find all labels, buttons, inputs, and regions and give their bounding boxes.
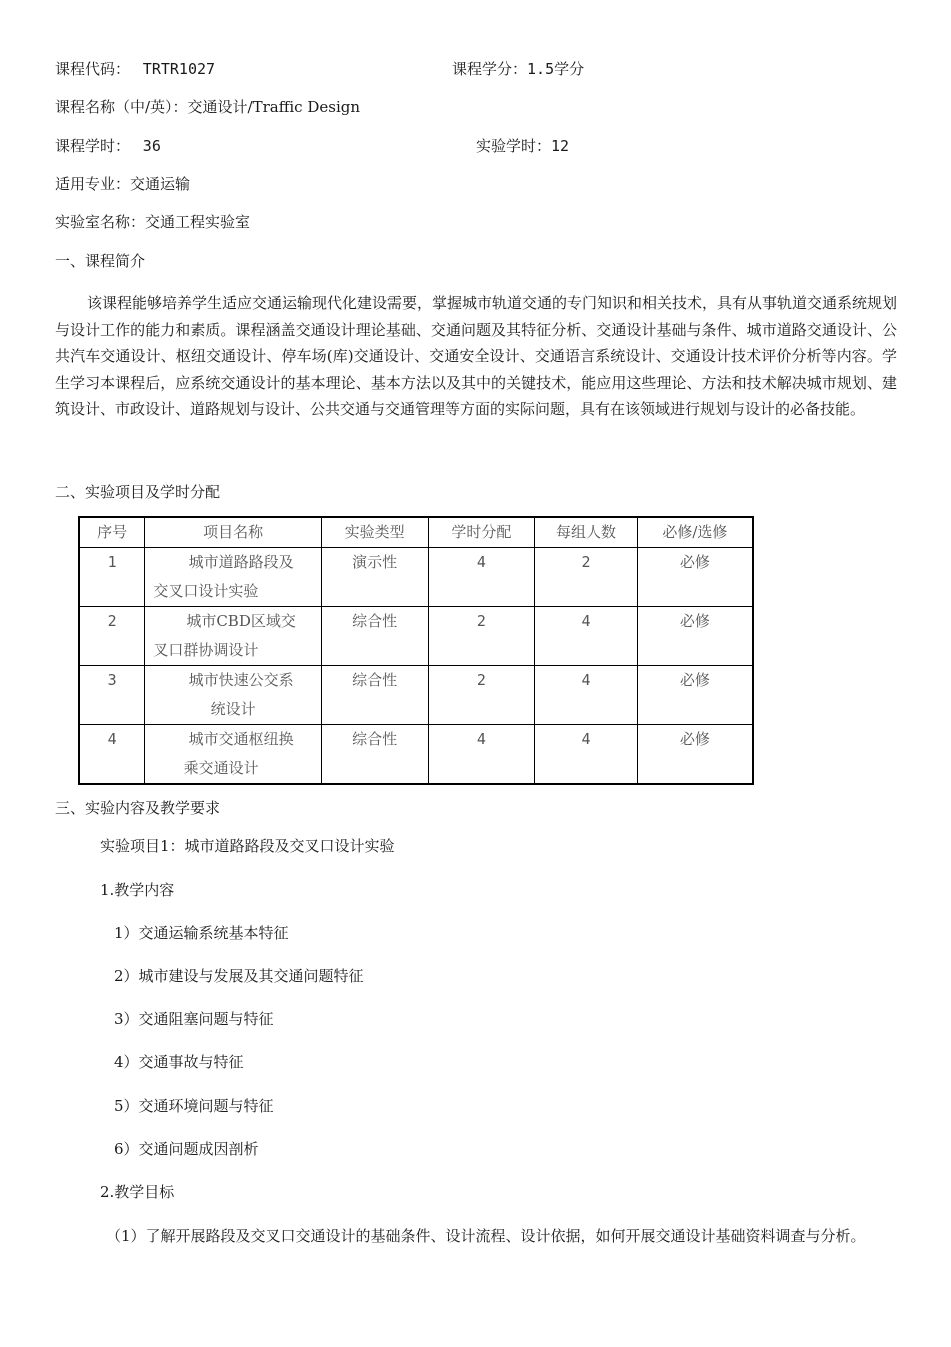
row-group-size: 4: [535, 725, 638, 785]
row-type: 综合性: [321, 725, 428, 785]
row-hours: 4: [428, 548, 535, 607]
teaching-goal-title: 2.教学目标: [100, 1183, 175, 1201]
row-hours: 2: [428, 666, 535, 725]
course-hours-value: 36: [142, 137, 161, 155]
lab-hours-value: 12: [551, 137, 570, 155]
row-hours: 2: [428, 607, 535, 666]
section-2-title: 二、实验项目及学时分配: [55, 483, 221, 501]
col-header-hours: 学时分配: [428, 517, 535, 548]
lab-hours-label: 实验学时：: [476, 137, 552, 155]
row-required: 必修: [637, 725, 753, 785]
row-type: 演示性: [321, 548, 428, 607]
content-item: 1）交通运输系统基本特征: [114, 924, 289, 942]
course-credit-line: [452, 59, 584, 79]
row-no: 1: [79, 548, 145, 607]
section-1-title: 一、课程简介: [55, 252, 146, 270]
row-project-name: 城市交通枢纽换 乘交通设计: [145, 725, 322, 785]
experiment-table: [78, 516, 754, 785]
row-type: 综合性: [321, 666, 428, 725]
row-group-size: 4: [535, 666, 638, 725]
row-project-name: 城市CBD区域交 叉口群协调设计: [145, 607, 322, 666]
teaching-goal-item: （1）了解开展路段及交叉口交通设计的基础条件、设计流程、设计依据，如何开展交通设计基础资料调查与分析。: [106, 1227, 866, 1245]
row-required: 必修: [637, 607, 753, 666]
lab-room-line: 实验室名称：交通工程实验室: [55, 213, 251, 231]
col-header-name: 项目名称: [145, 517, 322, 548]
row-no: 4: [79, 725, 145, 785]
major-line: 适用专业：交通运输: [55, 175, 191, 193]
col-header-group: 每组人数: [535, 517, 638, 548]
teaching-content-title: 1.教学内容: [100, 881, 175, 899]
course-name-line: 课程名称（中/英）：交通设计/Traffic Design: [55, 98, 361, 116]
content-item: 6）交通问题成因剖析: [114, 1140, 259, 1158]
course-code-line: [55, 59, 215, 79]
table-row: [79, 548, 753, 607]
lab-hours-line: [476, 136, 569, 156]
col-header-no: 序号: [79, 517, 145, 548]
row-required: 必修: [637, 666, 753, 725]
content-item: 5）交通环境问题与特征: [114, 1097, 274, 1115]
course-code-value: TRTR1027: [142, 60, 216, 78]
row-group-size: 2: [535, 548, 638, 607]
row-project-name: 城市道路路段及 交叉口设计实验: [145, 548, 322, 607]
table-row: [79, 607, 753, 666]
row-group-size: 4: [535, 607, 638, 666]
row-type: 综合性: [321, 607, 428, 666]
course-code-label: 课程代码：: [55, 60, 131, 78]
course-hours-label: 课程学时：: [55, 137, 131, 155]
table-header-row: [79, 517, 753, 548]
course-intro-paragraph: 该课程能够培养学生适应交通运输现代化建设需要，掌握城市轨道交通的专门知识和相关技术，具有从事轨道交通系统规划与设计工作的能力和素质。课程涵盖交通设计理论基础、交通问题及其特征分析、交通设计基础与条件、城市道路交通设计、公共汽车交通设计、枢纽交通设计、停车场(库)交通设计、交通安全设计、交通语言系统设计、交通设计技术评价分析等内容。学生学习本课程后，应系统交通设计的基本理论、基本方法以及其中的关键技术，能应用这些理论、方法和技术解决城市规划、建筑设计、市政设计、道路规划与设计、公共交通与交通管理等方面的实际问题，具有在该领域进行规划与设计的必备技能。: [55, 294, 898, 418]
row-hours: 4: [428, 725, 535, 785]
table-row: [79, 666, 753, 725]
col-header-required: 必修/选修: [637, 517, 753, 548]
section-3-title: 三、实验内容及教学要求: [55, 799, 221, 817]
content-item: 4）交通事故与特征: [114, 1053, 244, 1071]
row-project-name: 城市快速公交系 统设计: [145, 666, 322, 725]
course-credit-label: 课程学分：: [452, 60, 528, 78]
content-item: 3）交通阻塞问题与特征: [114, 1010, 274, 1028]
course-credit-value: 1.5学分: [527, 60, 585, 78]
course-hours-line: [55, 136, 161, 156]
col-header-type: 实验类型: [321, 517, 428, 548]
row-no: 2: [79, 607, 145, 666]
experiment-project-title: 实验项目1：城市道路路段及交叉口设计实验: [100, 837, 395, 855]
content-item: 2）城市建设与发展及其交通问题特征: [114, 967, 364, 985]
row-no: 3: [79, 666, 145, 725]
table-row: [79, 725, 753, 785]
row-required: 必修: [637, 548, 753, 607]
